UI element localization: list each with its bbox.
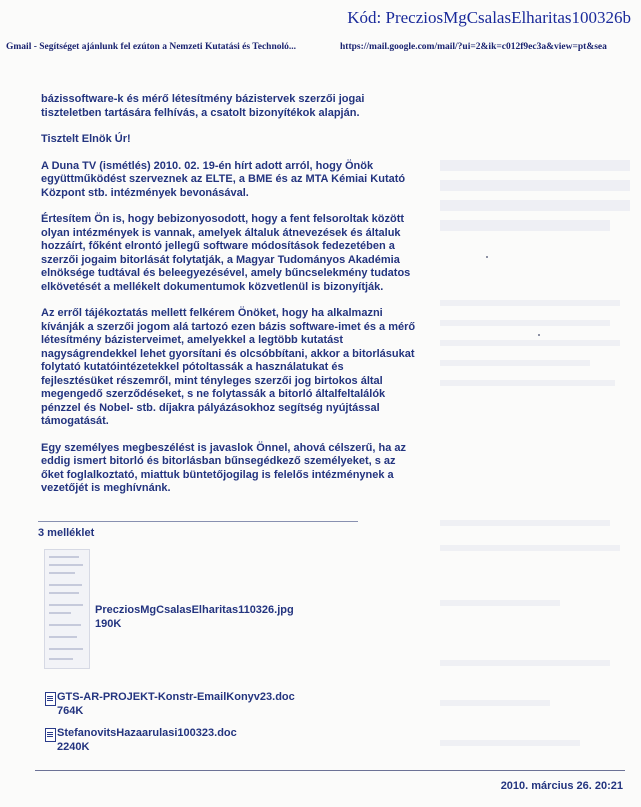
scan-speck [486, 256, 488, 258]
email-body [41, 93, 416, 509]
email-paragraph: Egy személyes megbeszélést is javaslok Önnel, ahová célszerű, ha az eddig ismert bitorló és bitorlásban bűnsegédkező személyeket, s az őket foglalkoztató, miattuk büntetőjogilag is felelős intézménynek a vezetőjét is meghívnánk. [41, 441, 407, 494]
attachment-size: 190K [95, 618, 122, 630]
email-salutation: Tisztelt Elnök Úr! [41, 133, 131, 145]
attachment-size: 764K [57, 705, 84, 717]
email-paragraph: Az erről tájékoztatás mellett felkérem Önöket, hogy ha alkalmazni kívánják a szerzői jogom alá tartozó ezen bázis software-imet és a mérő létesítmény bázisterveimet, amelyekkel a legtöbb kutatást nagyságrendekkel lehet gyorsítani és olcsóbbítani, akkor a bitorlásukat folytató kutatóintézetekkel pótoltassák a használatukat és fejlesztésüket részemről, mint tényleges szerzői jog birtokos által megengedő szerződéseket, s ne folytassák a bitorló általfeltalálók pénzzel és Nobel- stb. díjakra pályázásokhoz segítség nyújtással támogatását. [41, 307, 416, 427]
document-code-label: Kód: PrecziosMgCsalasElharitas100326b [347, 8, 631, 27]
attachment-link[interactable]: StefanovitsHazaarulasi100323.doc [57, 727, 237, 739]
document-icon[interactable] [45, 692, 56, 706]
scan-speck [538, 334, 540, 336]
print-header-title: Gmail - Segítséget ajánlunk fel ezúton a Nemzeti Kutatási és Technoló... [6, 42, 296, 52]
footer-divider [35, 770, 625, 771]
attachment-link[interactable]: GTS-AR-PROJEKT-Konstr-EmailKonyv23.doc [57, 691, 295, 703]
email-intro: bázissoftware-k és mérő létesítmény bázistervek szerzői jogai tiszteletben tartására felhívás, a csatolt bizonyítékok alapján. [41, 93, 365, 119]
attachment-size: 2240K [57, 741, 90, 753]
print-header-url: https://mail.google.com/mail/?ui=2&ik=c012f9ec3a&view=pt&sea [340, 42, 607, 52]
email-paragraph: A Duna TV (ismétlés) 2010. 02. 19-én hírt adott arról, hogy Önök együttműködést szerveznek az ELTE, a BME és az MTA Kémiai Kutató Központ stb. intézmények bevonásával. [41, 159, 406, 199]
email-paragraph: Értesítem Ön is, hogy bebizonyosodott, hogy a fent felsoroltak között olyan intézmények is vannak, amelyek általuk átnevezések és általuk hozzáírt, főként elrontó jellegű software módosítások fedezetében a szerzői jogaim bitorlását folytatják, a Magyar Tudományos Akadémia elnöksége tudtával és beleegyezésével, amely bűncselekmény tudatos elkövetését a mellékelt dokumentumok közvetlenül is bizonyítják. [41, 213, 411, 293]
attachments-count: 3 melléklet [38, 527, 95, 539]
footer-date: 2010. március 26. 20:21 [500, 780, 623, 792]
attachments-section [38, 521, 358, 539]
document-icon[interactable] [45, 728, 56, 742]
image-thumbnail-icon[interactable] [44, 549, 90, 669]
attachment-link[interactable]: PrecziosMgCsalasElharitas110326.jpg [95, 604, 294, 616]
